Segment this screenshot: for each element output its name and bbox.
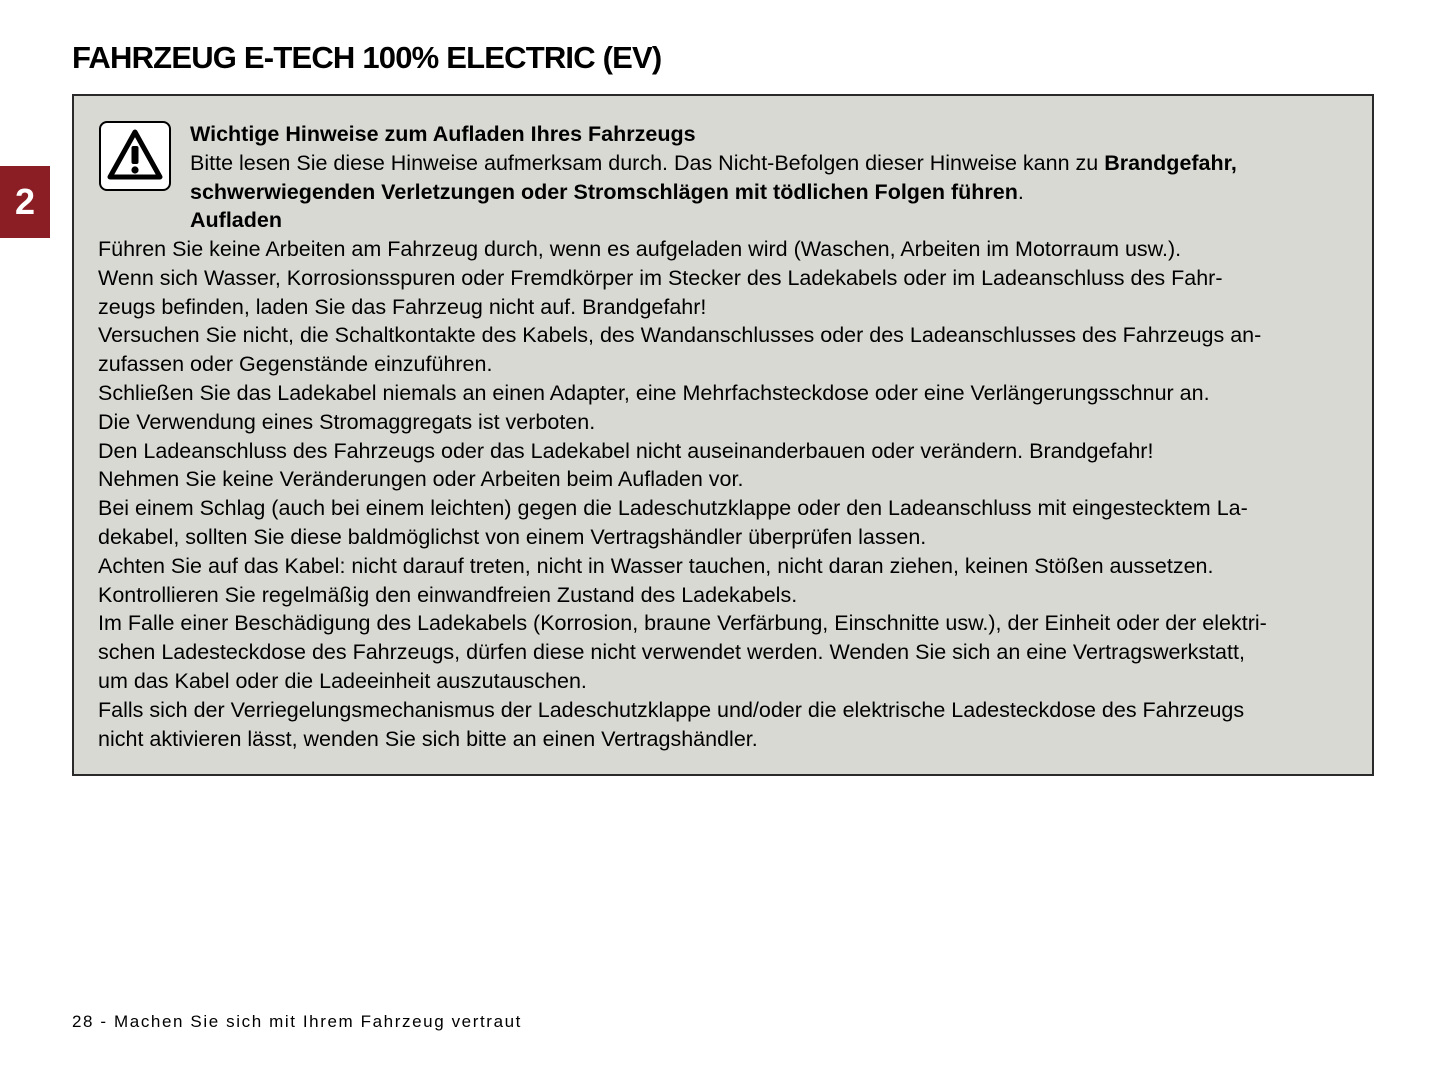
body-line: Die Verwendung eines Stromaggregats ist verboten. bbox=[98, 409, 596, 434]
body-line: schen Ladesteckdose des Fahrzeugs, dürfen diese nicht verwendet werden. Wenden Sie sich an eine Vertragswerkstatt, bbox=[98, 640, 1245, 665]
body-line: Schließen Sie das Ladekabel niemals an einen Adapter, eine Mehrfachsteckdose oder eine Verlängerungsschnur an. bbox=[98, 380, 1210, 405]
body-line: um das Kabel oder die Ladeeinheit auszutauschen. bbox=[98, 668, 587, 693]
warning-body bbox=[98, 235, 1267, 753]
page-footer: 28 - Machen Sie sich mit Ihrem Fahrzeug vertraut bbox=[72, 1012, 523, 1031]
body-line: Falls sich der Verriegelungsmechanismus der Ladeschutzklappe und/oder die elektrische Ladesteckdose des Fahrzeugs bbox=[98, 697, 1245, 722]
body-line: Versuchen Sie nicht, die Schaltkontakte des Kabels, des Wandanschlusses oder des Ladeanschlusses des Fahrzeugs an- bbox=[98, 323, 1262, 348]
warning-intro-line: Bitte lesen Sie diese Hinweise aufmerksam durch. Das Nicht-Befolgen dieser Hinweise kann zu Brandgefahr, bbox=[190, 150, 1237, 175]
body-line: Den Ladeanschluss des Fahrzeugs oder das Ladekabel nicht auseinanderbauen oder verändern. Brandgefahr! bbox=[98, 438, 1154, 463]
body-line: Kontrollieren Sie regelmäßig den einwandfreien Zustand des Ladekabels. bbox=[98, 582, 798, 607]
chapter-tab bbox=[0, 166, 50, 238]
body-line: Im Falle einer Beschädigung des Ladekabels (Korrosion, braune Verfärbung, Einschnitte usw.), der Einheit oder der elektri- bbox=[98, 611, 1267, 636]
warning-intro-line: schwerwiegenden Verletzungen oder Stromschlägen mit tödlichen Folgen führen. bbox=[190, 179, 1024, 204]
warning-triangle-icon bbox=[99, 121, 171, 191]
warning-box bbox=[72, 94, 1374, 776]
page-title: FAHRZEUG E-TECH 100% ELECTRIC (EV) bbox=[72, 40, 662, 75]
body-line: zeugs befinden, laden Sie das Fahrzeug nicht auf. Brandgefahr! bbox=[98, 294, 707, 319]
chapter-number: 2 bbox=[14, 181, 36, 222]
body-line: Bei einem Schlag (auch bei einem leichten) gegen die Ladeschutzklappe oder den Ladeanschluss mit eingestecktem La- bbox=[98, 496, 1248, 521]
warning-header bbox=[190, 120, 1237, 235]
body-line: Nehmen Sie keine Veränderungen oder Arbeiten beim Aufladen vor. bbox=[98, 467, 744, 492]
warning-heading: Wichtige Hinweise zum Aufladen Ihres Fahrzeugs bbox=[190, 122, 696, 146]
body-line: Wenn sich Wasser, Korrosionsspuren oder Fremdkörper im Stecker des Ladekabels oder im Ladeanschluss des Fahr- bbox=[98, 265, 1223, 290]
body-line: Achten Sie auf das Kabel: nicht darauf treten, nicht in Wasser tauchen, nicht daran ziehen, keinen Stößen aussetzen. bbox=[98, 553, 1214, 578]
body-line: zufassen oder Gegenstände einzuführen. bbox=[98, 352, 493, 377]
body-line: Führen Sie keine Arbeiten am Fahrzeug durch, wenn es aufgeladen wird (Waschen, Arbeiten im Motorraum usw.). bbox=[98, 237, 1182, 261]
body-line: dekabel, sollten Sie diese baldmöglichst von einem Vertragshändler überprüfen lassen. bbox=[98, 524, 927, 549]
warning-subheading: Aufladen bbox=[190, 208, 282, 233]
body-line: nicht aktivieren lässt, wenden Sie sich bitte an einen Vertragshändler. bbox=[98, 726, 758, 751]
